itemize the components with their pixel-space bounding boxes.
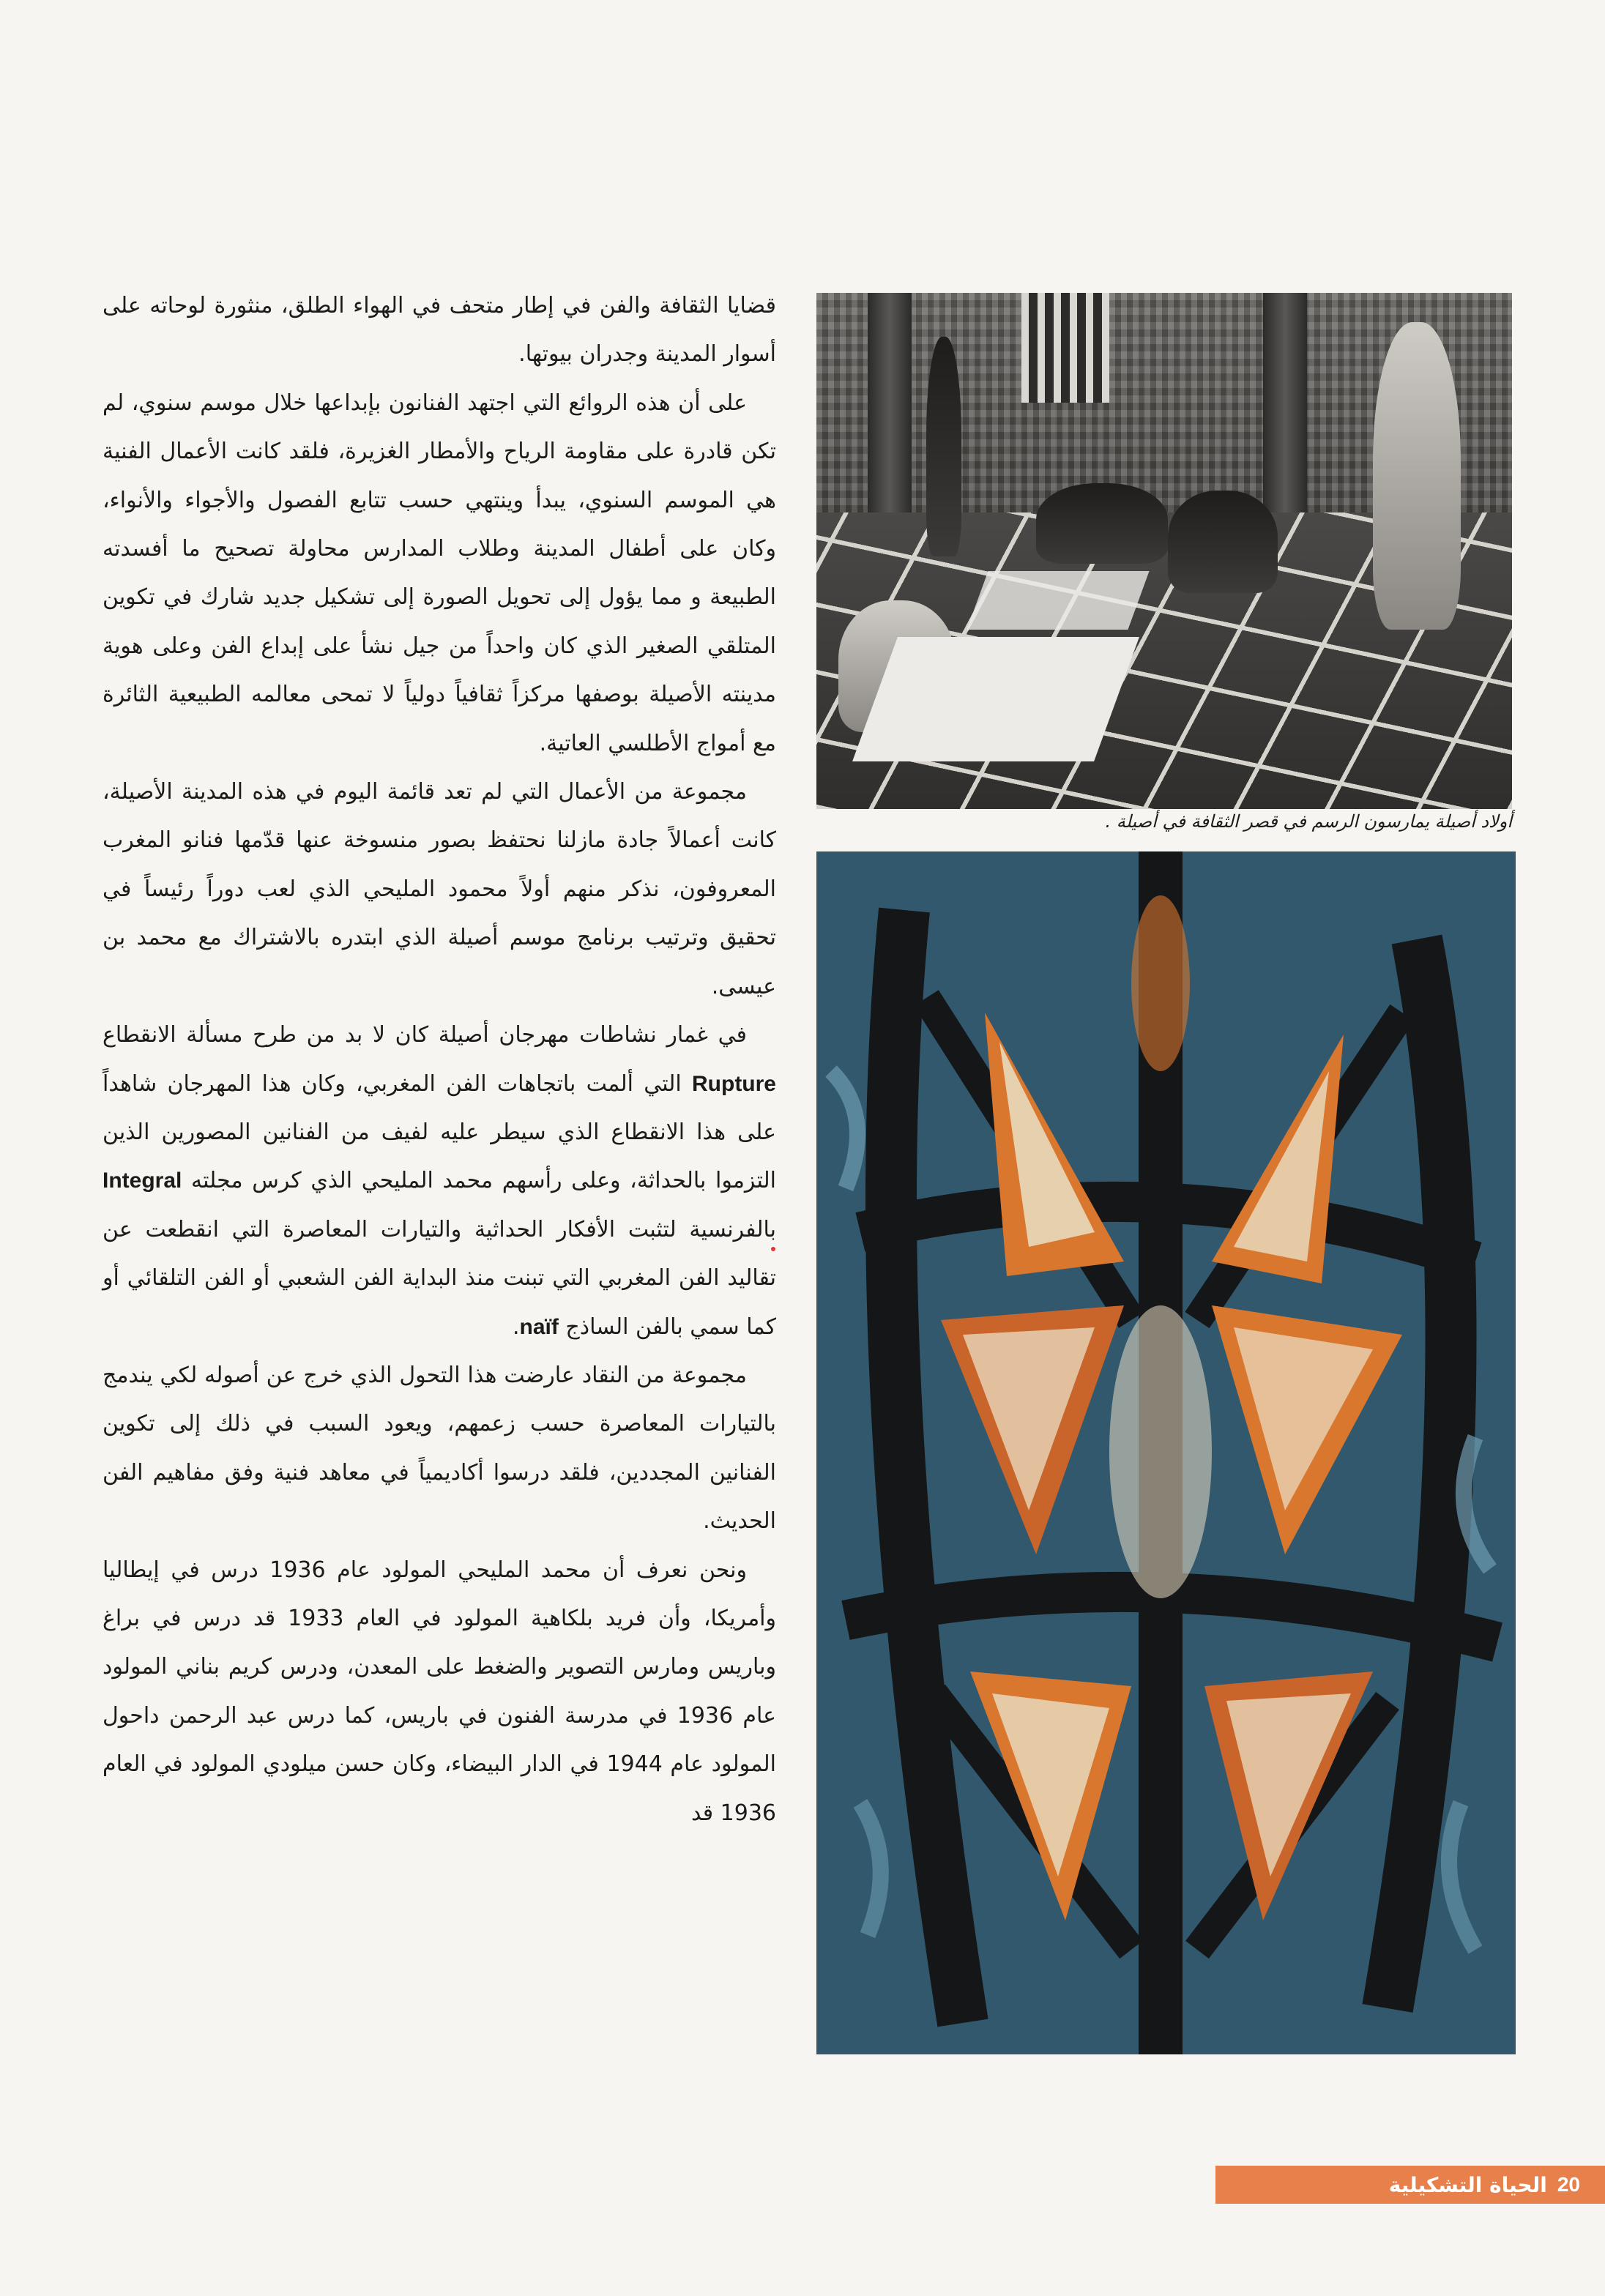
magazine-title: الحياة التشكيلية <box>1388 2172 1547 2197</box>
photo-paper-sheet <box>852 637 1139 761</box>
paragraph-4-text-a: في غمار نشاطات مهرجان أصيلة كان لا بد من طرح مسألة الانقطاع <box>103 1022 747 1048</box>
photo-column <box>1263 293 1307 534</box>
photo-paper-sheet <box>967 571 1149 630</box>
paragraph-4-end: . <box>512 1313 520 1340</box>
paragraph-4 <box>103 1011 776 1352</box>
page-number: 20 <box>1557 2173 1580 2196</box>
paragraph-2: على أن هذه الروائع التي اجتهد الفنانون بإبداعها خلال موسم سنوي، لم تكن قادرة على مقاومة الرياح والأمطار الغزيرة، فلقد كانت الأعمال الفنية هي الموسم السنوي، يبدأ وينتهي حسب تتابع الفصول والأجواء والأنواء، وكان على أطفال المدينة وطلاب المدارس محاولة تصحيح ما أفسدته الطبيعة و مما يؤول إلى تحويل الصورة إلى تشكيل جديد شارك في تكوين المتلقي الصغير الذي كان واحداً من جيل نشأ على إبداع الفن وعلى هوية مدينته الأصيلة بوصفها مركزاً ثقافياً دولياً لا تمحى معالمه الطبيعية الثائرة مع أمواج الأطلسي العاتية. <box>103 390 776 756</box>
term-naif: naïf <box>519 1314 559 1339</box>
photo-window-grille <box>1021 293 1109 403</box>
abstract-painting-art <box>816 851 1516 2054</box>
paragraph-3: مجموعة من الأعمال التي لم تعد قائمة اليوم في هذه المدينة الأصيلة، كانت أعمالاً جادة مازلنا نحتفظ بصور منسوخة عنها قدّمها فنانو المغرب المعروفون، نذكر منهم أولاً محمود المليحي الذي لعب دوراً رئيساً في تحقيق وترتيب برنامج موسم أصيلة الذي ابتدره بالاشتراك مع محمد بن عيسى. <box>103 779 776 999</box>
photo-standing-woman <box>1373 322 1461 630</box>
paragraph-4-text-c: بالفرنسية لتثبت الأفكار الحداثية والتيارات المعاصرة التي انقطعت عن تقاليد الفن المغربي التي تبنت منذ البداية الفن الشعبي أو الفن التلقائي أو كما سمي بالفن الساذج <box>103 1216 776 1340</box>
paragraph-4-text-b: التي ألمت باتجاهات الفن المغربي، وكان هذا المهرجان شاهداً على هذا الانقطاع الذي سيطر عليه لفيف من الفنانين المصورين الذين التزموا بالحداثة، وعلى رأسهم محمد المليحي الذي كرس مجلته <box>103 1070 776 1194</box>
photo-caption: أولاد أصيلة يمارسون الرسم في قصر الثقافة في أصيلة . <box>1105 811 1512 832</box>
abstract-painting <box>816 851 1516 2054</box>
photo-kneeling-children <box>1036 483 1168 564</box>
paragraph-1: قضايا الثقافة والفن في إطار متحف في الهواء الطلق، منثورة لوحاته على أسوار المدينة وجدران بيوتها. <box>103 293 776 368</box>
term-integral: Integral <box>103 1168 182 1193</box>
page-footer <box>1215 2166 1605 2204</box>
term-rupture: Rupture <box>692 1071 776 1096</box>
paragraph-5: مجموعة من النقاد عارضت هذا التحول الذي خرج عن أصوله لكي يندمج بالتيارات المعاصرة حسب زعمهم، ويعود السبب في ذلك إلى تكوين الفنانين المجددين، فلقد درسوا أكاديمياً في معاهد فنية وفق مفاهيم الفن الحديث. <box>103 1362 776 1535</box>
photo-kneeling-child <box>1168 491 1278 593</box>
photo-standing-boy <box>926 337 961 556</box>
article-body <box>103 282 776 1838</box>
children-painting-photo <box>816 293 1512 809</box>
print-speck <box>771 1247 775 1251</box>
photo-column <box>868 293 912 534</box>
paragraph-6: ونحن نعرف أن محمد المليحي المولود عام 1936 درس في إيطاليا وأمريكا، وأن فريد بلكاهية المولود في العام 1933 قد درس في براغ وباريس ومارس التصوير والضغط على المعدن، ودرس كريم بناني المولود عام 1936 في مدرسة الفنون في باريس، كما درس عبد الرحمن داحول المولود عام 1944 في الدار البيضاء، وكان حسن ميلودي المولود في العام 1936 قد <box>103 1557 776 1826</box>
